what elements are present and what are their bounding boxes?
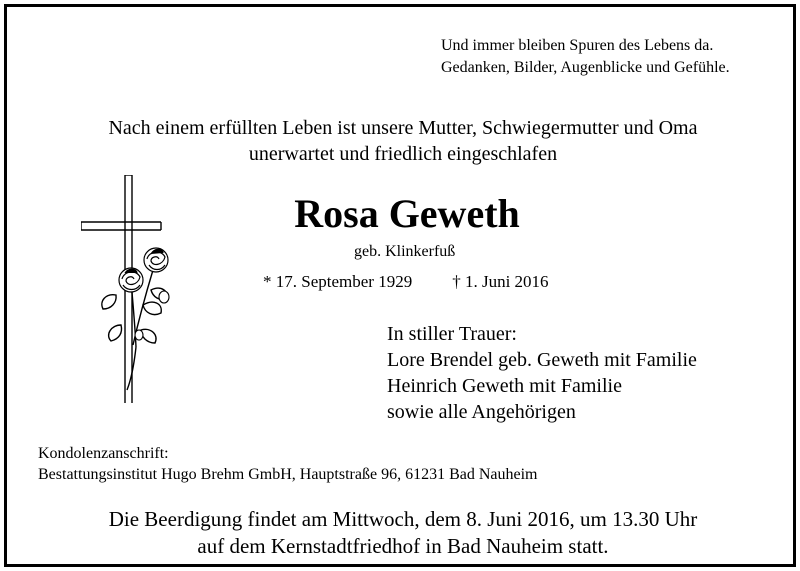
death-date: † 1. Juni 2016 <box>452 272 549 291</box>
condolence-label: Kondolenzanschrift: <box>38 445 169 462</box>
mourners-heading: In stiller Trauer: <box>387 323 517 345</box>
condolence-address <box>38 443 538 485</box>
funeral-line-1: Die Beerdigung findet am Mittwoch, dem 8. Juni 2016, um 13.30 Uhr <box>108 507 698 531</box>
funeral-line-2: auf dem Kernstadtfriedhof in Bad Nauheim statt. <box>197 534 609 558</box>
funeral-notice <box>7 506 799 560</box>
motto-line-2: Gedanken, Bilder, Augenblicke und Gefühle. <box>441 59 730 76</box>
intro-line-1: Nach einem erfüllten Leben ist unsere Mutter, Schwiegermutter und Oma <box>108 117 698 139</box>
birth-name: geb. Klinkerfuß <box>354 243 456 260</box>
mourner-line-1: Lore Brendel geb. Geweth mit Familie <box>387 349 697 371</box>
deceased-name: Rosa Geweth <box>294 191 520 236</box>
intro-text <box>7 115 799 167</box>
mourner-line-2: Heinrich Geweth mit Familie <box>387 375 622 397</box>
motto-line-1: Und immer bleiben Spuren des Lebens da. <box>441 37 714 54</box>
condolence-address-line: Bestattungsinstitut Hugo Brehm GmbH, Hauptstraße 96, 61231 Bad Nauheim <box>38 466 538 483</box>
mourners-block <box>387 321 697 425</box>
intro-line-2: unerwartet und friedlich eingeschlafen <box>248 143 558 165</box>
cross-with-roses-icon <box>81 175 181 405</box>
life-dates <box>263 272 549 292</box>
obituary-card <box>4 4 796 567</box>
motto <box>441 35 730 79</box>
birth-date: * 17. September 1929 <box>263 272 413 291</box>
mourner-line-3: sowie alle Angehörigen <box>387 401 576 423</box>
